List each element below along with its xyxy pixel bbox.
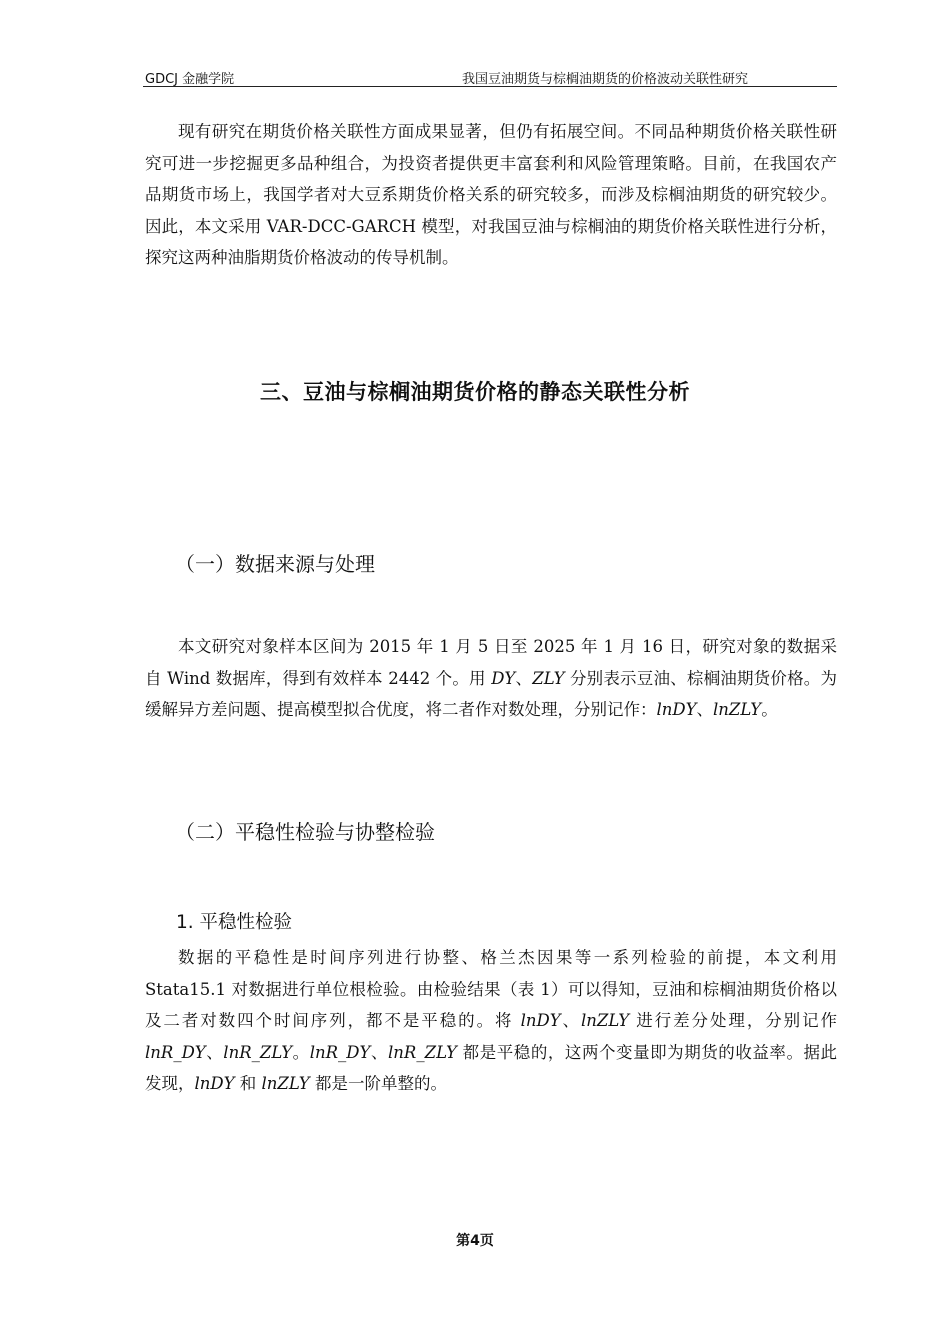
page-number: 第4页 bbox=[456, 1233, 494, 1249]
intro-paragraph: 现有研究在期货价格关联性方面成果显著，但仍有拓展空间。不同品种期货价格关联性研究可进一步挖掘更多品种组合，为投资者提供更丰富套利和风险管理策略。目前，在我国农产品期货市场上，我国学者对大豆系期货价格关系的研究较多，而涉及棕榈油期货的研究较少。因此，本文采用 VAR-DCC-GARCH 模型，对我国豆油与棕榈油的期货价格关联性进行分析，探究这两种油脂期货价格波动的传导机制。 bbox=[145, 122, 837, 267]
var-lndy: lnDY bbox=[656, 700, 697, 719]
var-zly: ZLY bbox=[532, 668, 565, 688]
stationarity-paragraph: 数据的平稳性是时间序列进行协整、格兰杰因果等一系列检验的前提，本文利用 Stata15.1 对数据进行单位根检验。由检验结果（表 1）可以得知，豆油和棕榈油期货价格以及二者对数四个时间序列，都不是平稳的。将 lnDY、lnZLY 进行差分处理，分别记作 lnR_DY、lnR_ZLY。lnR_DY、lnR_ZLY 都是平稳的，这两个变量即为期货的收益率。据此发现，lnDY 和 lnZLY 都是一阶单整的。 bbox=[145, 948, 838, 1093]
subsection-title-stationarity: （二）平稳性检验与协整检验 bbox=[175, 820, 435, 844]
header-right-title: 我国豆油期货与棕榈油期货的价格波动关联性研究 bbox=[462, 72, 749, 87]
subsubsection-title-stationarity-test: 1. 平稳性检验 bbox=[176, 912, 293, 933]
data-source-paragraph: 本文研究对象样本区间为 2015 年 1 月 5 日至 2025 年 1 月 16 日，研究对象的数据采自 Wind 数据库，得到有效样本 2442 个。用 DY、ZLY 分别表示豆油、棕榈油期货价格。为缓解异方差问题、提高模型拟合优度，将二者作对数处理，分别记作：lnDY、lnZLY。 bbox=[145, 637, 837, 719]
var-lnzly: lnZLY bbox=[713, 700, 762, 719]
header-left-label: GDCJ 金融学院 bbox=[145, 72, 235, 87]
subsection-title-data-source: （一）数据来源与处理 bbox=[175, 552, 375, 576]
section-title: 三、豆油与棕榈油期货价格的静态关联性分析 bbox=[260, 380, 690, 404]
header-divider bbox=[143, 86, 837, 87]
var-dy: DY bbox=[491, 668, 516, 688]
